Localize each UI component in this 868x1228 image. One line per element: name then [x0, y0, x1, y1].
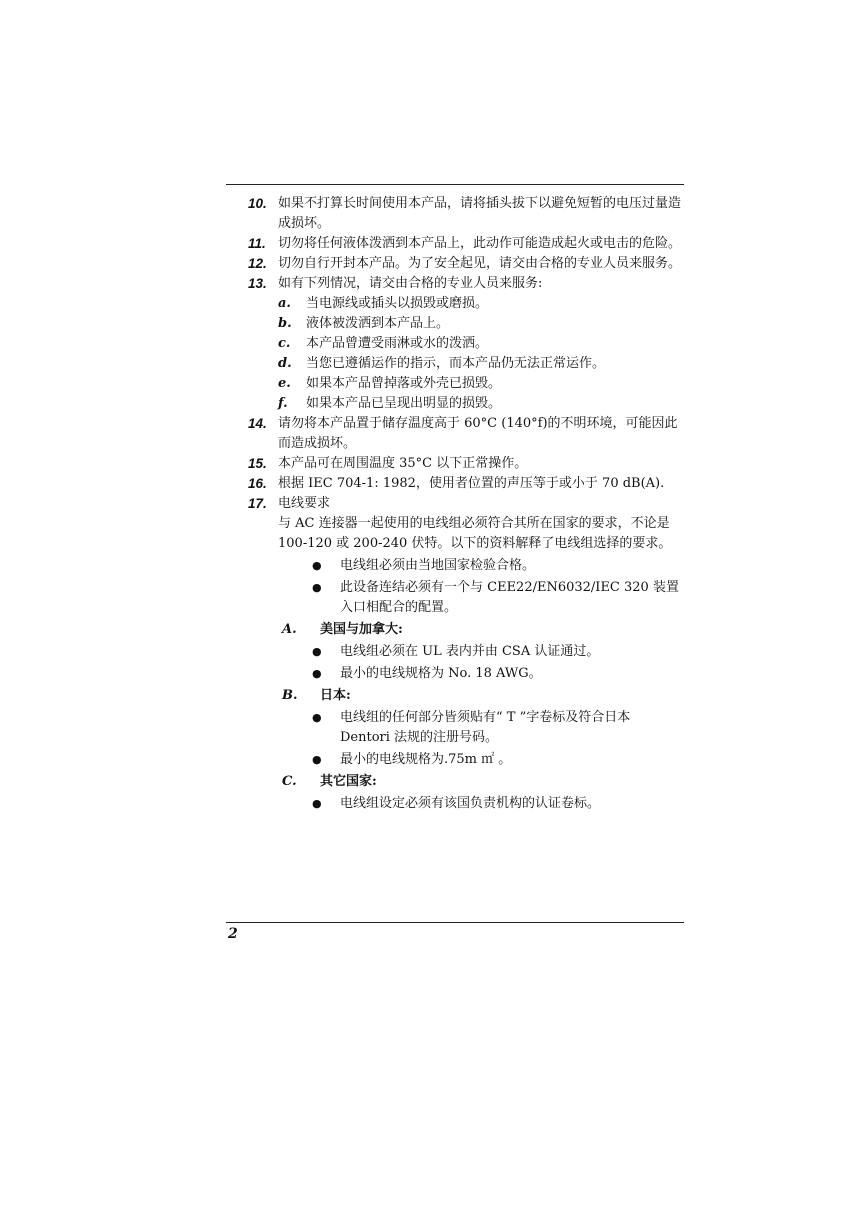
bullet-text: 电线组必须由当地国家检验合格。: [340, 558, 536, 573]
item-number: 15.: [248, 456, 267, 471]
sub-text: 如果本产品已呈现出明显的损毁。: [306, 396, 502, 411]
region-heading-b: [226, 686, 684, 706]
item-number: 10.: [248, 196, 267, 211]
sub-text: 当您已遵循运作的指示，而本产品仍无法正常运作。: [306, 356, 606, 371]
bullet-icon: ●: [312, 645, 322, 658]
bullet-icon: ●: [312, 711, 322, 724]
item-number: 16.: [248, 476, 267, 491]
sub-text: 当电源线或插头以损毁或磨损。: [306, 296, 489, 311]
item-number: 12.: [248, 256, 267, 271]
bullet-text: 电线组必须在 UL 表内并由 CSA 认证通过。: [340, 644, 600, 659]
bullet-icon: ●: [312, 753, 322, 766]
list-item-17: [226, 494, 684, 514]
sub-item-f: [226, 394, 684, 414]
list-item-13: [226, 274, 684, 294]
sub-letter: b.: [278, 316, 292, 331]
region-title: 美国与加拿大:: [320, 622, 403, 637]
sub-item-e: [226, 374, 684, 394]
bullet-item: [226, 750, 684, 770]
footer-rule: [226, 922, 684, 923]
bullet-icon: ●: [312, 667, 322, 680]
item-text: 切勿将任何液体泼洒到本产品上，此动作可能造成起火或电击的危险。: [278, 236, 682, 251]
list-item-16: [226, 474, 684, 494]
bullet-item: [226, 556, 684, 576]
item-text: 本产品可在周围温度 35°C 以下正常操作。: [278, 456, 528, 471]
header-rule: [226, 184, 684, 185]
list-item-10: [226, 194, 684, 234]
bullet-item: [226, 578, 684, 618]
region-letter: C.: [282, 774, 297, 789]
region-title: 日本:: [320, 688, 351, 703]
sub-letter: e.: [278, 376, 291, 391]
bullet-text: 最小的电线规格为 No. 18 AWG。: [340, 666, 542, 681]
sub-letter: d.: [278, 356, 292, 371]
bullet-text: 电线组设定必须有该国负责机构的认证卷标。: [340, 796, 601, 811]
bullet-icon: ●: [312, 797, 322, 810]
sub-letter: c.: [278, 336, 291, 351]
bullet-icon: ●: [312, 559, 322, 572]
item-text: 根据 IEC 704-1: 1982，使用者位置的声压等于或小于 70 dB(A).: [278, 476, 665, 491]
region-heading-a: [226, 620, 684, 640]
item-text: 如果不打算长时间使用本产品，请将插头拔下以避免短暂的电压过量造成损坏。: [278, 196, 682, 231]
item-text: 电线要求: [278, 496, 331, 511]
bullet-icon: ●: [312, 581, 322, 594]
region-title: 其它国家:: [320, 774, 377, 789]
item-number: 13.: [248, 276, 267, 291]
item-number: 11.: [248, 236, 266, 251]
region-letter: A.: [282, 622, 297, 637]
bullet-item: [226, 642, 684, 662]
bullet-text: 电线组的任何部分皆须贴有“ T ”字卷标及符合日本 Dentori 法规的注册号码。: [340, 710, 631, 745]
item-number: 17.: [248, 496, 267, 511]
sub-item-a: [226, 294, 684, 314]
sub-text: 液体被泼洒到本产品上。: [306, 316, 450, 331]
bullet-text: 此设备连结必须有一个与 CEE22/EN6032/IEC 320 装置入口相配合的配置。: [340, 580, 679, 615]
cord-requirements-paragraph: 与 AC 连接器一起使用的电线组必须符合其所在国家的要求，不论是 100-120 或 200-240 伏特。以下的资料解释了电线组选择的要求。: [278, 516, 672, 551]
list-item-12: [226, 254, 684, 274]
sub-item-b: [226, 314, 684, 334]
sub-letter: f.: [278, 396, 288, 411]
document-body: [226, 194, 684, 816]
bullet-item: [226, 664, 684, 684]
list-item-15: [226, 454, 684, 474]
list-item-11: [226, 234, 684, 254]
item-text: 如有下列情况，请交由合格的专业人员来服务:: [278, 276, 543, 291]
item-number: 14.: [248, 416, 267, 431]
region-letter: B.: [282, 688, 298, 703]
sub-item-c: [226, 334, 684, 354]
list-item-14: [226, 414, 684, 454]
sub-item-d: [226, 354, 684, 374]
item-text: 切勿自行开封本产品。为了安全起见，请交由合格的专业人员来服务。: [278, 256, 682, 271]
bullet-item: [226, 708, 684, 748]
item-text: 请勿将本产品置于储存温度高于 60°C (140°f)的不明环境，可能因此而造成损坏。: [278, 416, 678, 451]
bullet-text: 最小的电线规格为.75m ㎡ 。: [340, 752, 512, 767]
sub-letter: a.: [278, 296, 291, 311]
page-number: 2: [228, 926, 238, 942]
sub-text: 如果本产品曾掉落或外壳已损毁。: [306, 376, 502, 391]
sub-text: 本产品曾遭受雨淋或水的泼洒。: [306, 336, 489, 351]
region-heading-c: [226, 772, 684, 792]
bullet-item: [226, 794, 684, 814]
